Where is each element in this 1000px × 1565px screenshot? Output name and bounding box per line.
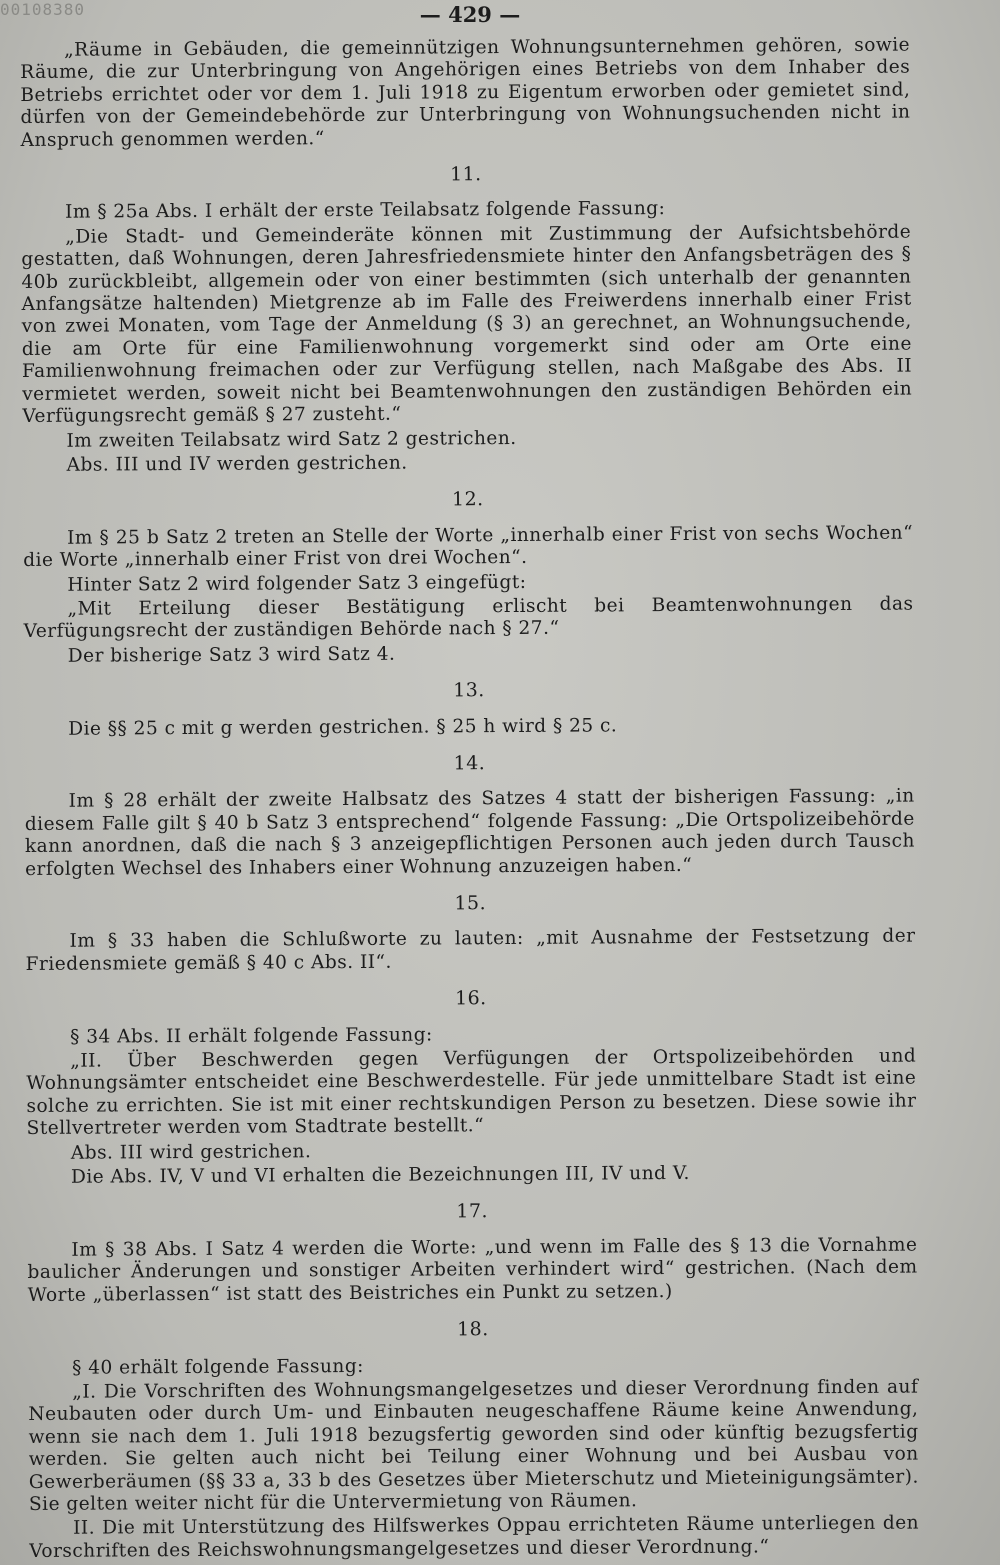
paragraph: Im § 28 erhält der zweite Halbsatz des Satzes 4 statt der bisherigen Fassung: „in diesem Falle gilt § 40 b Satz 3 entsprechend“ folgende Fassung: „Die Ortspolizeibehörde kann anordnen, daß die nach § 3 anzeigepflichtigen Personen auch jeden durch Tausch erfolgten Wechsel des Inhabers einer Wohnung anzuzeigen haben.“ — [24, 785, 915, 880]
section-number: 12. — [451, 488, 484, 511]
paragraph: „Die Stadt- und Gemeinderäte können mit Zustimmung der Aufsichtsbehörde gestatten, daß Wohnungen, deren Jahresfriedensmiete hinter den Anfangsbeträgen des § 40b zurückbleibt, allgemein oder von einer bestimmten (sich unterhalb der genannten Anfangsätze haltenden) Mietgrenze ab im Falle des Freiwerdens innerhalb einer Frist von zwei Monaten, vom Tage der Anmeldung (§ 3) an gerechnet, an Wohnungsuchende, die am Orte für eine Familienwohnung vorgemerkt sind oder am Orte eine Familienwohnung freimachen oder zur Verfügung stellen, nach Maßgabe des Abs. II vermietet werden, soweit nicht bei Beamtenwohnungen den zuständigen Behörden ein Verfügungsrecht gemäß § 27 zusteht.“ — [21, 221, 913, 428]
paragraph: § 34 Abs. II erhält folgende Fassung: — [70, 1024, 433, 1048]
paragraph: Die §§ 25 c mit g werden gestrichen. § 25 h wird § 25 c. — [68, 714, 618, 740]
section-number: 18. — [457, 1318, 489, 1341]
section-number: 11. — [449, 163, 482, 186]
paragraph: § 40 erhält folgende Fassung: — [72, 1355, 364, 1379]
paragraph: Im § 33 haben die Schlußworte zu lauten: „mit Ausnahme der Festsetzung der Friedensmiete gemäß § 40 c Abs. II“. — [25, 925, 916, 975]
paragraph: Im § 25a Abs. I erhält der erste Teilabsatz folgende Fassung: — [64, 198, 666, 224]
archive-stamp: 00108380 — [0, 0, 86, 19]
paragraph: Die Abs. IV, V und VI erhalten die Bezeichnungen III, IV und V. — [70, 1162, 690, 1188]
paragraph: Abs. III und IV werden gestrichen. — [66, 452, 408, 476]
paragraph: Im § 25 b Satz 2 treten an Stelle der Worte „innerhalb einer Frist von sechs Wochen“ die Worte „innerhalb einer Frist von drei Wochen“. — [23, 522, 914, 572]
paragraph: „Räume in Gebäuden, die gemeinnützigen Wohnungsunternehmen gehören, sowie Räume, die zur Unterbringung von Angehörigen eines Betriebs von dem Inhaber des Betriebs errichtet oder vor dem 1. Juli 1918 zu Eigentum erworben oder gemietet sind, dürfen von der Gemeindebehörde zur Unterbringung von Wohnungsuchenden nicht in Anspruch genommen werden.“ — [20, 34, 911, 151]
paragraph: Im zweiten Teilabsatz wird Satz 2 gestrichen. — [66, 427, 517, 452]
paragraph: Abs. III wird gestrichen. — [70, 1140, 312, 1164]
section-number: 17. — [456, 1200, 489, 1223]
section-number: 13. — [453, 679, 485, 702]
paragraph: Im § 38 Abs. I Satz 4 werden die Worte: „und wenn im Falle des § 13 die Vornahme baulicher Änderungen und sonstiger Arbeiten verhindert wird“ gestrichen. (Nach dem Worte „überlassen“ ist statt des Beistriches ein Punkt zu setzen.) — [27, 1234, 918, 1306]
section-number: 15. — [454, 892, 487, 915]
paragraph: II. Die mit Unterstützung des Hilfswerkes Oppau errichteten Räume unterliegen den Vorschriften des Reichswohnungsmangelgesetzes und dieser Verordnung.“ — [29, 1512, 920, 1562]
section-number: 14. — [453, 752, 486, 775]
section-number: 16. — [454, 987, 487, 1010]
paragraph: „I. Die Vorschriften des Wohnungsmangelgesetzes und dieser Verordnung finden auf Neubauten oder durch Um- und Einbauten neugeschaffene Räume keine Anwendung, wenn sie nach dem 1. Juli 1918 bezugsfertig geworden sind oder künftig bezugsfertig werden. Sie gelten auch nicht bei Teilung einer Wohnung und bei Ausbau von Gewerberäumen (§§ 33 a, 33 b des Gesetzes über Mieterschutz und Mieteinigungsämter). Sie gelten weiter nicht für die Untervermietung von Räumen. — [28, 1376, 919, 1515]
paragraph: „II. Über Beschwerden gegen Verfügungen der Ortspolizeibehörden und Wohnungsämter entscheidet eine Beschwerdestelle. Für jede unmittelbare Stadt ist eine solche zu errichten. Sie ist mit einer rechtskundigen Person zu besetzen. Diese sowie ihr Stellvertreter werden vom Stadtrate bestellt.“ — [26, 1045, 917, 1140]
paragraph: Hinter Satz 2 wird folgender Satz 3 eingefügt: — [67, 571, 527, 596]
page-number: — 429 — — [419, 2, 521, 27]
document-body — [20, 35, 919, 1565]
paragraph: „Mit Erteilung dieser Bestätigung erlischt bei Beamtenwohnungen das Verfügungsrecht der zuständigen Behörde nach § 27.“ — [23, 593, 914, 643]
paragraph: Der bisherige Satz 3 wird Satz 4. — [67, 643, 396, 667]
